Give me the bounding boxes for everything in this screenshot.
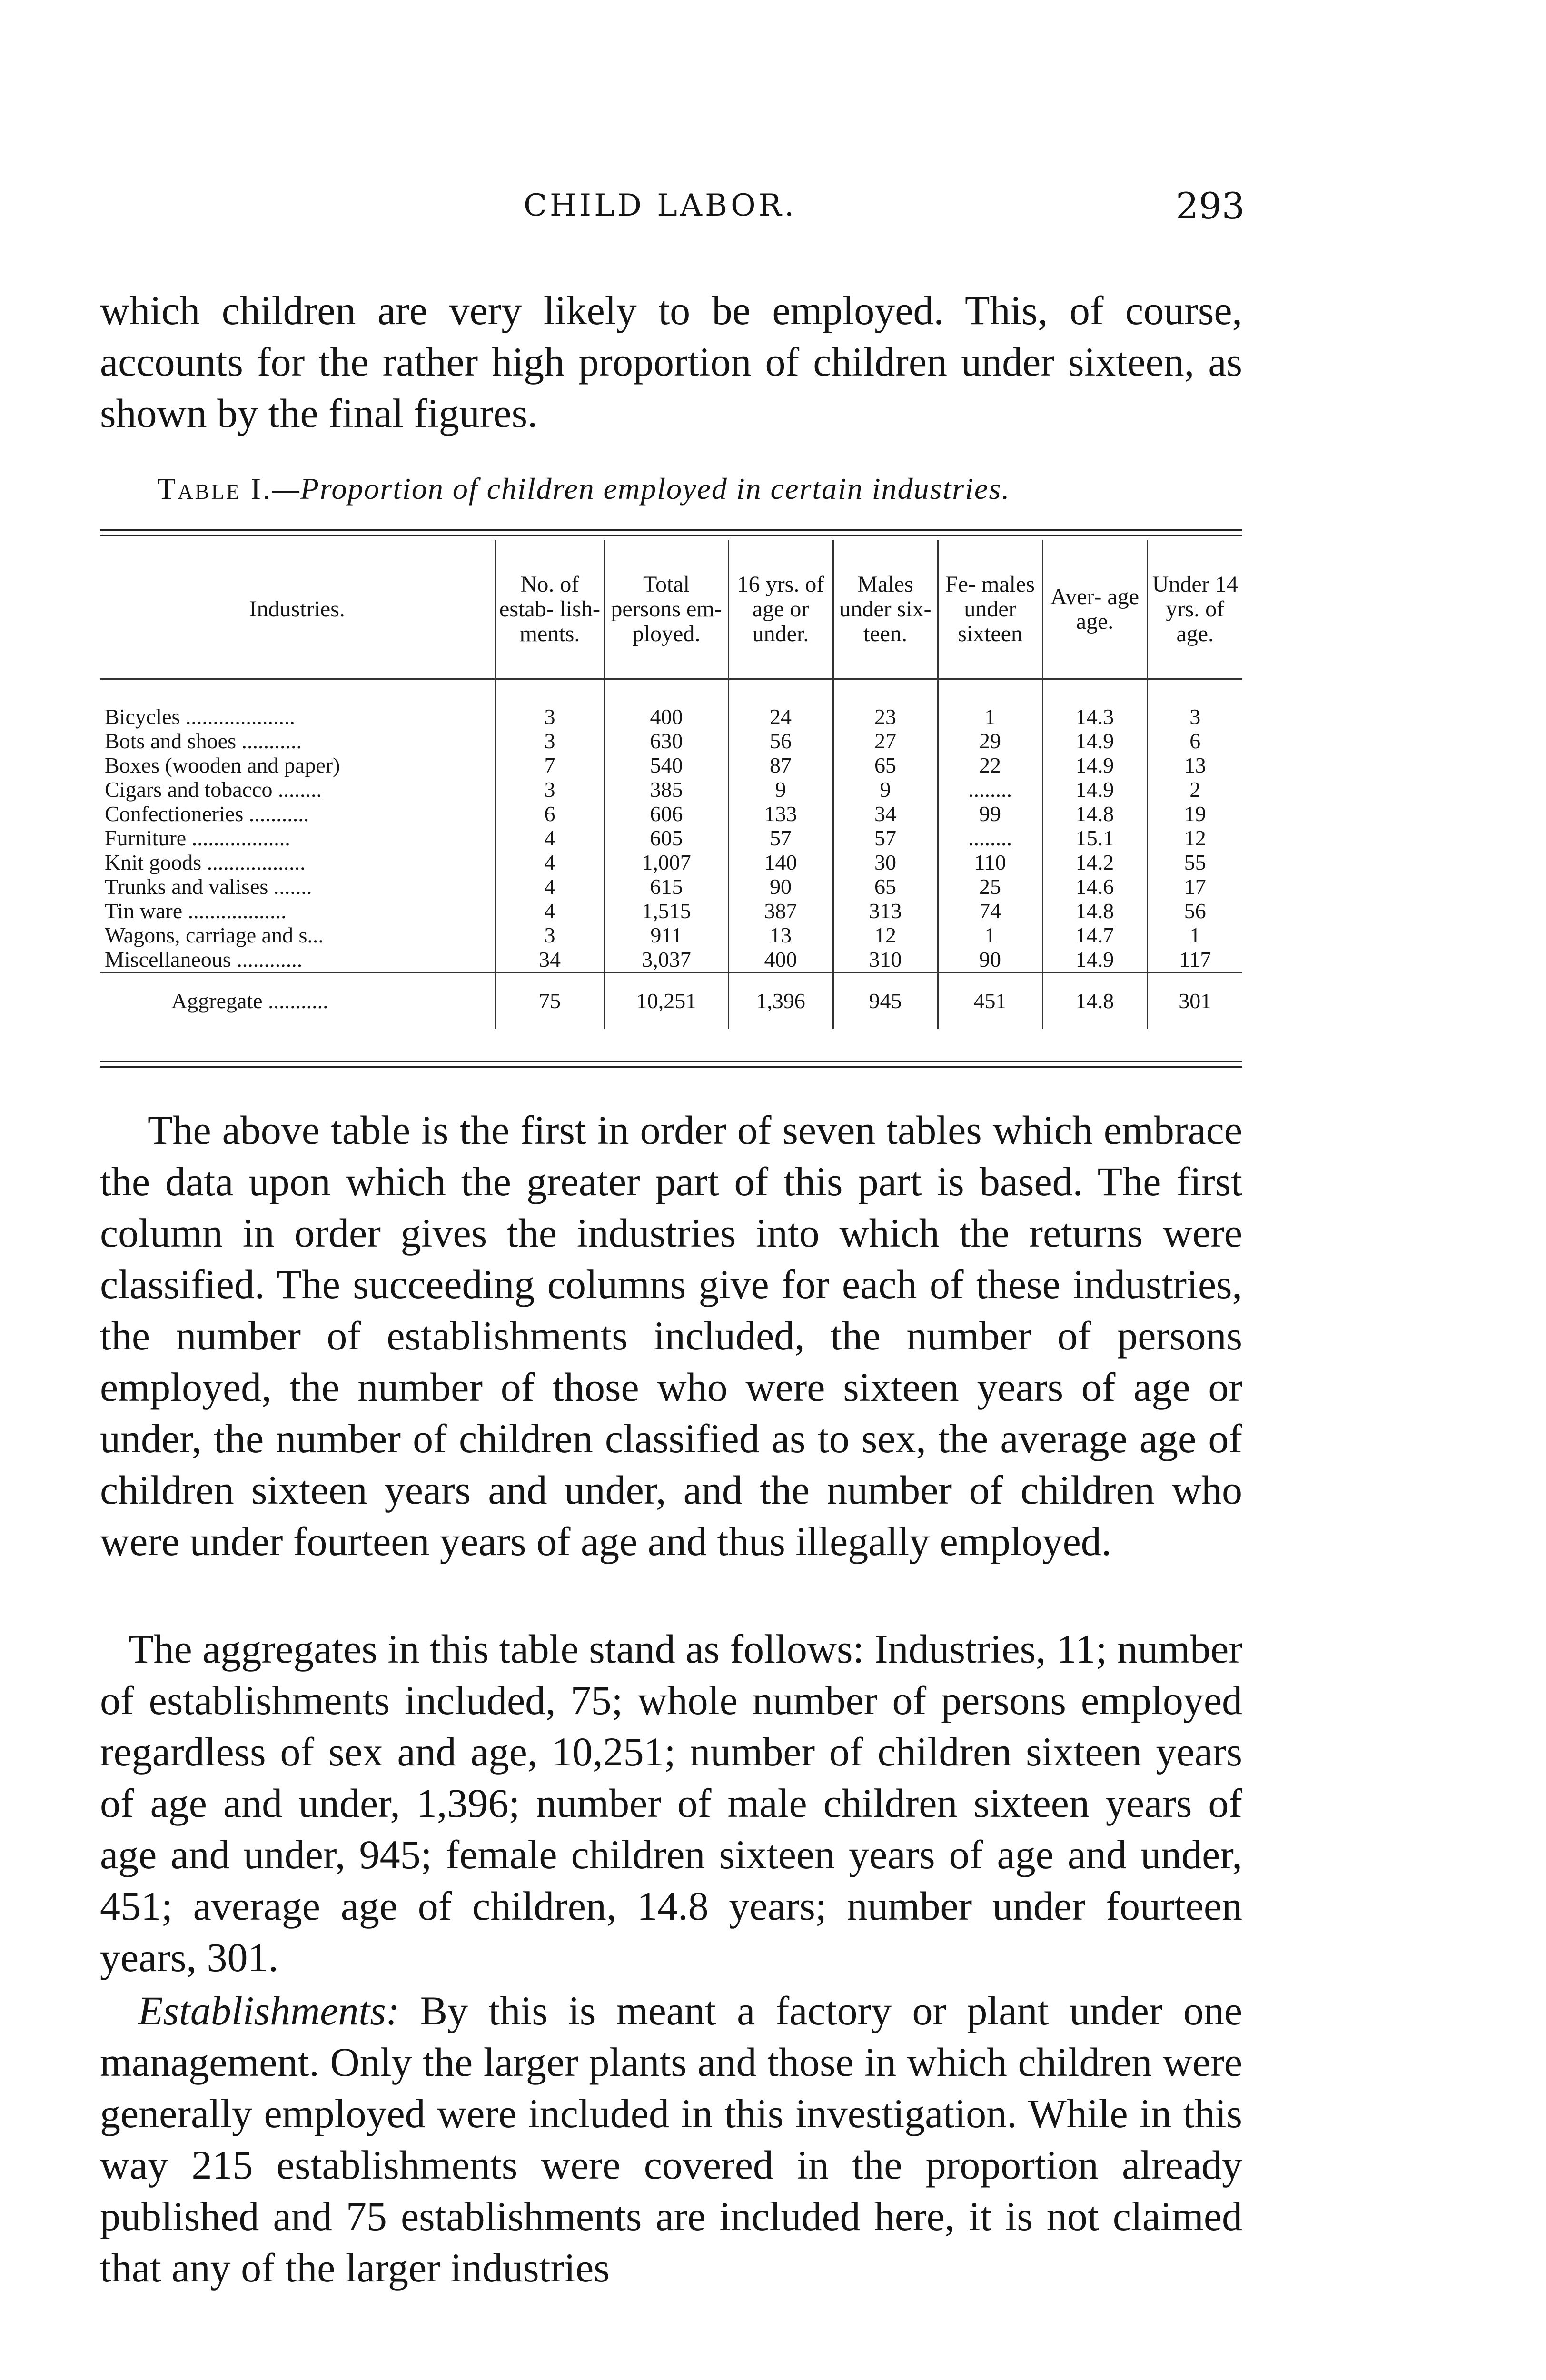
males-cell: 57 — [833, 826, 938, 850]
avg-age-cell: 14.8 — [1042, 802, 1147, 826]
industry-cell: Tin ware .................. — [105, 899, 287, 923]
under16-cell: 140 — [728, 850, 833, 874]
under14-cell: 17 — [1147, 874, 1242, 899]
under16-cell: 400 — [728, 947, 833, 972]
total-cell: 605 — [605, 826, 728, 850]
establishments-cell: 6 — [495, 802, 605, 826]
females-cell: 74 — [938, 899, 1042, 923]
total-cell: 3,037 — [605, 947, 728, 972]
males-cell: 945 — [833, 972, 938, 1030]
males-cell: 310 — [833, 947, 938, 972]
table-row — [100, 753, 1242, 777]
body-paragraph-table-description: The above table is the first in order of seven tables which embrace the data upon which the greater part of this part is based. The first column in order gives the industries into which the returns were classified. The succeeding columns give for each of these industries, the number of establishments included, the number of persons employed, the number of those who were sixteen years of age or under, the number of children classified as to sex, the average age of children sixteen years and under, and the number of children who were under fourteen years of age and thus illegally employed. — [100, 1107, 1242, 1564]
establishments-cell: 4 — [495, 874, 605, 899]
industry-cell: Confectioneries ........... — [105, 802, 309, 826]
females-cell: 1 — [938, 923, 1042, 947]
males-cell: 313 — [833, 899, 938, 923]
aggregate-row — [100, 972, 1242, 1030]
avg-age-cell: 14.3 — [1042, 679, 1147, 729]
industry-cell: Bots and shoes ........... — [105, 729, 302, 753]
under14-cell: 117 — [1147, 947, 1242, 972]
industry-cell: Bicycles .................... — [105, 704, 295, 729]
under14-cell: 2 — [1147, 777, 1242, 802]
total-cell: 606 — [605, 802, 728, 826]
total-cell: 400 — [605, 679, 728, 729]
under14-cell: 55 — [1147, 850, 1242, 874]
under14-cell: 3 — [1147, 679, 1242, 729]
under16-cell: 1,396 — [728, 972, 833, 1030]
column-header-total-persons: Total persons em- ployed. — [605, 540, 728, 679]
avg-age-cell: 14.9 — [1042, 729, 1147, 753]
establishments-cell: 4 — [495, 850, 605, 874]
column-header-females: Fe- males under sixteen — [938, 540, 1042, 679]
under16-cell: 90 — [728, 874, 833, 899]
total-cell: 540 — [605, 753, 728, 777]
males-cell: 65 — [833, 753, 938, 777]
under14-cell: 301 — [1147, 972, 1242, 1030]
column-header-under-14: Under 14 yrs. of age. — [1147, 540, 1242, 679]
males-cell: 23 — [833, 679, 938, 729]
table-row — [100, 826, 1242, 850]
total-cell: 385 — [605, 777, 728, 802]
males-cell: 27 — [833, 729, 938, 753]
under16-cell: 24 — [728, 679, 833, 729]
under14-cell: 6 — [1147, 729, 1242, 753]
under14-cell: 13 — [1147, 753, 1242, 777]
under16-cell: 13 — [728, 923, 833, 947]
under16-cell: 87 — [728, 753, 833, 777]
females-cell: 110 — [938, 850, 1042, 874]
intro-paragraph: which children are very likely to be employed. This, of course, accounts for the rather high proportion of children under sixteen, as shown by the final figures. — [100, 288, 1242, 436]
establishments-cell: 7 — [495, 753, 605, 777]
under14-cell: 19 — [1147, 802, 1242, 826]
females-cell: 25 — [938, 874, 1042, 899]
table-row — [100, 923, 1242, 947]
body-paragraph-aggregates: The aggregates in this table stand as follows: Industries, 11; number of establishments included, 75; whole number of persons employed regardless of sex and age, 10,251; number of children sixteen years of age and under, 1,396; number of male children sixteen years of age and under, 945; female children sixteen years of age and under, 451; average age of children, 14.8 years; number under fourteen years, 301. — [100, 1626, 1242, 1980]
table-caption-label: Table I. — [157, 472, 272, 506]
industry-cell: Knit goods .................. — [105, 850, 306, 874]
table-row — [100, 874, 1242, 899]
establishments-lead-term: Establishments: — [138, 1988, 400, 2033]
females-cell: 22 — [938, 753, 1042, 777]
column-header-males: Males under six- teen. — [833, 540, 938, 679]
table-row — [100, 729, 1242, 753]
table-header-row — [100, 540, 1242, 679]
under16-cell: 9 — [728, 777, 833, 802]
females-cell: 90 — [938, 947, 1042, 972]
industry-cell: Wagons, carriage and s... — [105, 923, 324, 947]
industry-cell: Miscellaneous ............ — [105, 947, 303, 972]
establishments-cell: 4 — [495, 899, 605, 923]
females-cell: 451 — [938, 972, 1042, 1030]
body-paragraph-establishments — [100, 1985, 1242, 2293]
industry-cell: Cigars and tobacco ........ — [105, 777, 322, 802]
males-cell: 65 — [833, 874, 938, 899]
total-cell: 911 — [605, 923, 728, 947]
column-header-16-or-under: 16 yrs. of age or under. — [728, 540, 833, 679]
avg-age-cell: 14.9 — [1042, 947, 1147, 972]
table-row — [100, 802, 1242, 826]
running-title: CHILD LABOR. — [524, 188, 797, 223]
column-header-average-age: Aver- age age. — [1042, 540, 1147, 679]
under14-cell: 12 — [1147, 826, 1242, 850]
under16-cell: 56 — [728, 729, 833, 753]
table-bottom-rule — [100, 1061, 1242, 1062]
table-row — [100, 777, 1242, 802]
table-bottom-rule-inner — [100, 1066, 1242, 1068]
avg-age-cell: 14.6 — [1042, 874, 1147, 899]
total-cell: 1,007 — [605, 850, 728, 874]
males-cell: 34 — [833, 802, 938, 826]
avg-age-cell: 14.9 — [1042, 777, 1147, 802]
males-cell: 9 — [833, 777, 938, 802]
under16-cell: 133 — [728, 802, 833, 826]
table-row — [100, 679, 1242, 729]
page-number: 293 — [1176, 185, 1245, 227]
total-cell: 630 — [605, 729, 728, 753]
females-cell: 1 — [938, 679, 1042, 729]
table-caption — [157, 471, 1010, 506]
under16-cell: 57 — [728, 826, 833, 850]
establishments-text: By this is meant a factory or plant under one management. Only the larger plants and those in which children were generally employed were included in this investigation. While in this way 215 establishments were covered in the proportion already published and 75 establishments are included here, it is not claimed that any of the larger industries — [100, 1988, 1242, 2291]
avg-age-cell: 14.8 — [1042, 972, 1147, 1030]
total-cell: 10,251 — [605, 972, 728, 1030]
females-cell: 29 — [938, 729, 1042, 753]
females-cell: ........ — [938, 777, 1042, 802]
table-top-rule — [100, 529, 1242, 531]
establishments-cell: 3 — [495, 679, 605, 729]
avg-age-cell: 15.1 — [1042, 826, 1147, 850]
under14-cell: 1 — [1147, 923, 1242, 947]
establishments-cell: 3 — [495, 923, 605, 947]
avg-age-cell: 14.9 — [1042, 753, 1147, 777]
aggregate-label: Aggregate ........... — [100, 972, 495, 1030]
industry-table — [100, 540, 1242, 1029]
females-cell: ........ — [938, 826, 1042, 850]
table-row — [100, 850, 1242, 874]
column-header-establishments: No. of estab- lish- ments. — [495, 540, 605, 679]
females-cell: 99 — [938, 802, 1042, 826]
table-row — [100, 947, 1242, 972]
industry-cell: Boxes (wooden and paper) — [105, 753, 340, 777]
table-top-rule-inner — [100, 535, 1242, 536]
establishments-cell: 75 — [495, 972, 605, 1030]
establishments-cell: 4 — [495, 826, 605, 850]
avg-age-cell: 14.2 — [1042, 850, 1147, 874]
total-cell: 615 — [605, 874, 728, 899]
total-cell: 1,515 — [605, 899, 728, 923]
under16-cell: 387 — [728, 899, 833, 923]
establishments-cell: 3 — [495, 777, 605, 802]
table-row — [100, 899, 1242, 923]
establishments-cell: 3 — [495, 729, 605, 753]
industry-cell: Trunks and valises ....... — [105, 874, 312, 899]
males-cell: 12 — [833, 923, 938, 947]
establishments-cell: 34 — [495, 947, 605, 972]
table-caption-title: —Proportion of children employed in certain industries. — [272, 472, 1011, 506]
industry-cell: Furniture .................. — [105, 826, 290, 850]
column-header-industries: Industries. — [100, 540, 495, 679]
males-cell: 30 — [833, 850, 938, 874]
under14-cell: 56 — [1147, 899, 1242, 923]
avg-age-cell: 14.7 — [1042, 923, 1147, 947]
avg-age-cell: 14.8 — [1042, 899, 1147, 923]
